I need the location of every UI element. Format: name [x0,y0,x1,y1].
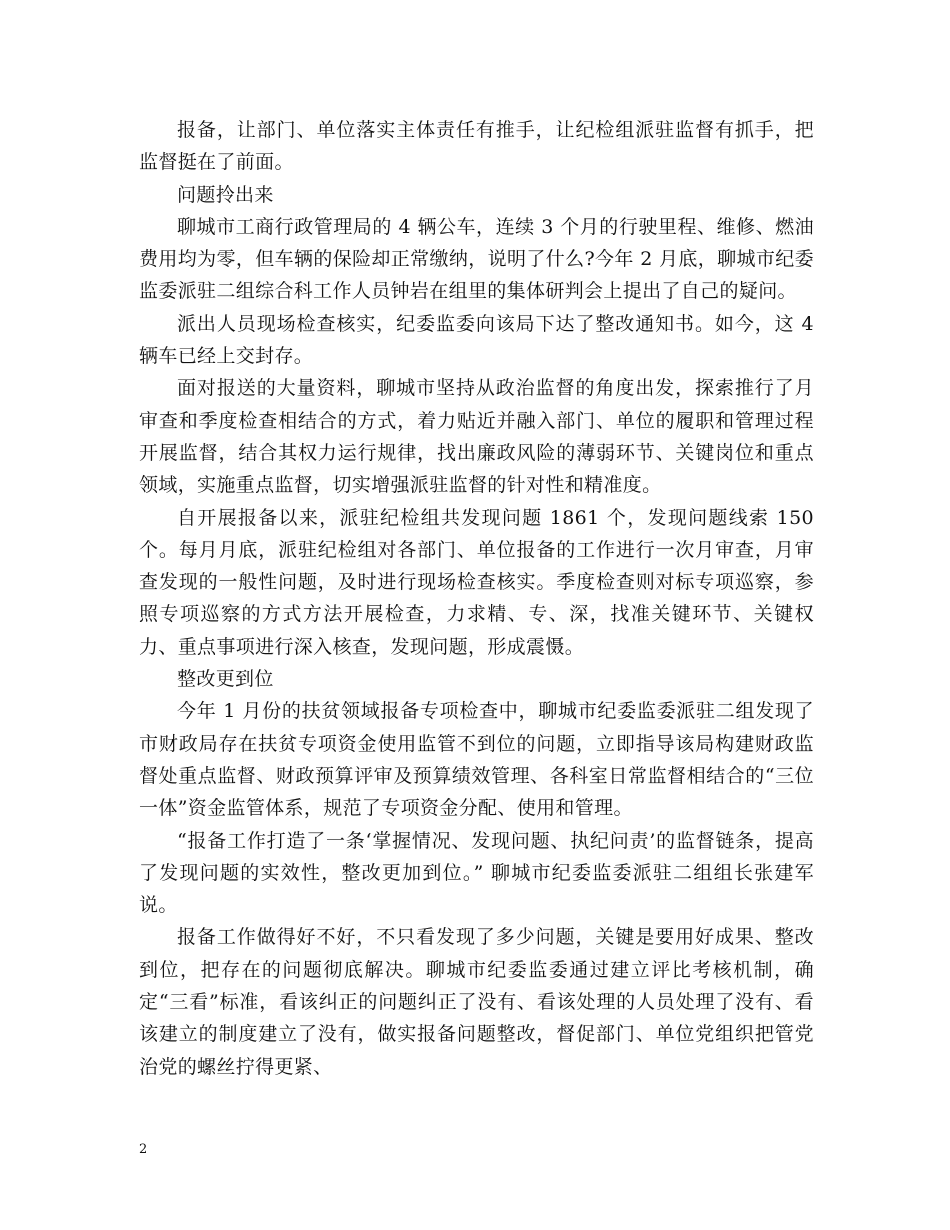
paragraph-quote: “报备工作打造了一条‘掌握情况、发现问题、执纪问责’的监督链条，提高了发现问题的实效性，整改更加到位。” 聊城市纪委监委派驻二组组长张建军说。 [139,829,814,917]
page-number: 2 [139,1142,148,1157]
paragraph-continuation: 报备，让部门、单位落实主体责任有推手，让纪检组派驻监督有抓手，把监督挺在了前面。 [139,119,814,174]
paragraph-statistics: 自开展报备以来，派驻纪检组共发现问题 1861 个，发现问题线索 150 个。每月月底，派驻纪检组对各部门、单位报备的工作进行一次月审查，月审查发现的一般性问题，及时进行现场检查核实。季度检查则对标专项巡察，参照专项巡察的方式方法开展检查，力求精、专、深，找准关键环节、关键权力、重点事项进行深入核查，发现问题，形成震慑。 [139,506,814,658]
paragraph-inspection: 派出人员现场检查核实，纪委监委向该局下达了整改通知书。如今，这 4 辆车已经上交封存。 [139,312,814,368]
section-heading-rectification: 整改更到位 [177,668,274,691]
section-heading-problems: 问题拎出来 [177,183,274,206]
paragraph-evaluation: 报备工作做得好不好，不只看发现了多少问题，关键是要用好成果、整改到位，把存在的问题彻底解决。聊城市纪委监委通过建立评比考核机制，确定“三看”标准，看该纠正的问题纠正了没有、看该处理的人员处理了没有、看该建立的制度建立了没有，做实报备问题整改，督促部门、单位党组织把管党治党的螺丝拧得更紧、 [139,926,814,1078]
paragraph-political-supervision: 面对报送的大量资料，聊城市坚持从政治监督的角度出发，探索推行了月审查和季度检查相结合的方式，着力贴近并融入部门、单位的履职和管理过程开展监督，结合其权力运行规律，找出廉政风险的薄弱环节、关键岗位和重点领域，实施重点监督，切实增强派驻监督的针对性和精准度。 [139,377,814,497]
paragraph-vehicles: 聊城市工商行政管理局的 4 辆公车，连续 3 个月的行驶里程、维修、燃油费用均为零，但车辆的保险却正常缴纳，说明了什么?今年 2 月底，聊城市纪委监委派驻二组综合科工作人员钟岩在组里的集体研判会上提出了自己的疑问。 [139,215,814,303]
document-body [139,114,814,1083]
paragraph-poverty-alleviation: 今年 1 月份的扶贫领域报备专项检查中，聊城市纪委监委派驻二组发现了市财政局存在扶贫专项资金使用监管不到位的问题，立即指导该局构建财政监督处重点监督、财政预算评审及预算绩效管理、各科室日常监督相结合的“三位一体”资金监管体系，规范了专项资金分配、使用和管理。 [139,700,814,820]
